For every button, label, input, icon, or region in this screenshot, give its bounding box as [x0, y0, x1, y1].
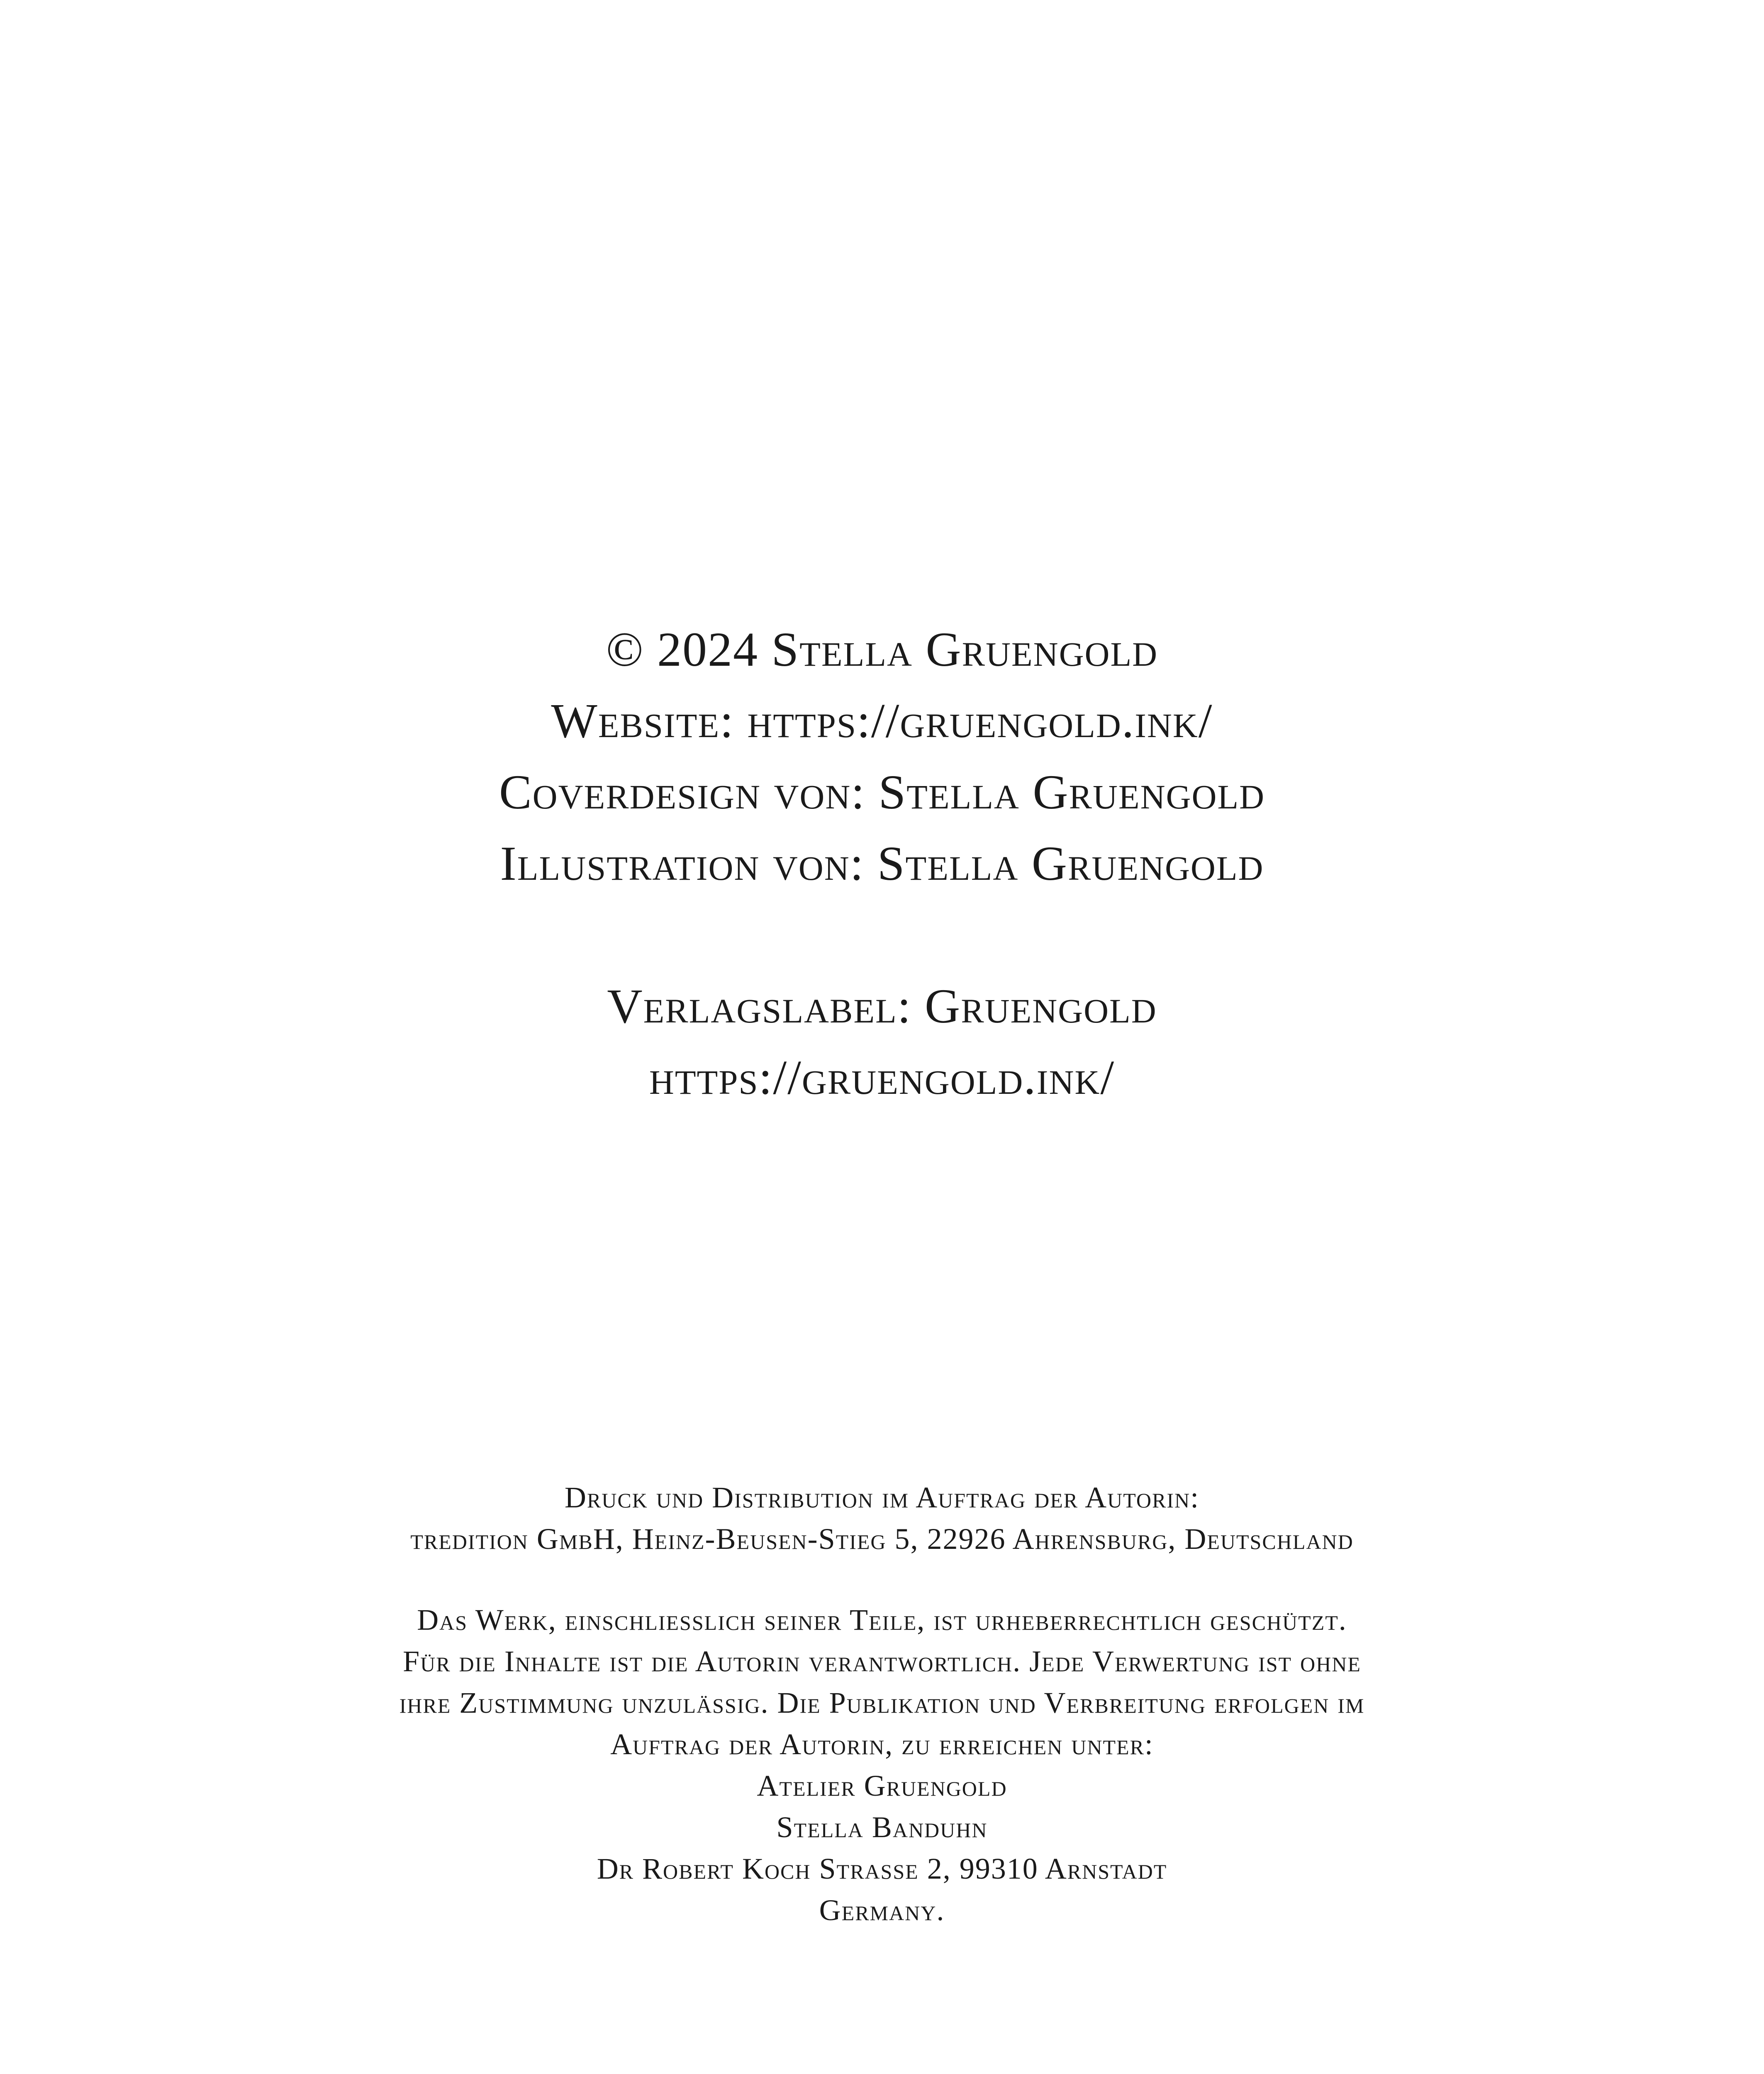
legal-line: Auftrag der Autorin, zu erreichen unter: — [610, 1728, 1154, 1761]
printing-line: tredition GmbH, Heinz-Beusen-Stieg 5, 22926 Ahrensburg, Deutschland — [410, 1522, 1354, 1556]
publisher-url-line: https://gruengold.ink/ — [649, 1050, 1115, 1105]
address-line: Dr Robert Koch Strasse 2, 99310 Arnstadt — [597, 1852, 1167, 1885]
publisher-label-line: Verlagslabel: Gruengold — [607, 979, 1157, 1033]
website-line: Website: https://gruengold.ink/ — [551, 694, 1213, 748]
legal-notice-block — [0, 1599, 1764, 1931]
copyright-line: © 2024 Stella Gruengold — [606, 622, 1158, 677]
legal-line: Das Werk, einschliesslich seiner Teile, ist urheberrechtlich geschützt. — [417, 1603, 1347, 1636]
address-line: Germany. — [819, 1894, 945, 1927]
address-line: Atelier Gruengold — [757, 1769, 1007, 1802]
printing-line: Druck und Distribution im Auftrag der Autorin: — [564, 1481, 1200, 1514]
address-line: Stella Banduhn — [776, 1811, 988, 1844]
illustration-line: Illustration von: Stella Gruengold — [500, 836, 1264, 891]
legal-line: ihre Zustimmung unzulässig. Die Publikation und Verbreitung erfolgen im — [399, 1686, 1365, 1719]
credits-block — [0, 614, 1764, 899]
cover-design-line: Coverdesign von: Stella Gruengold — [499, 765, 1265, 819]
printing-block — [0, 1477, 1764, 1560]
legal-line: Für die Inhalte ist die Autorin verantwortlich. Jede Verwertung ist ohne — [403, 1645, 1361, 1678]
publisher-block — [0, 971, 1764, 1113]
